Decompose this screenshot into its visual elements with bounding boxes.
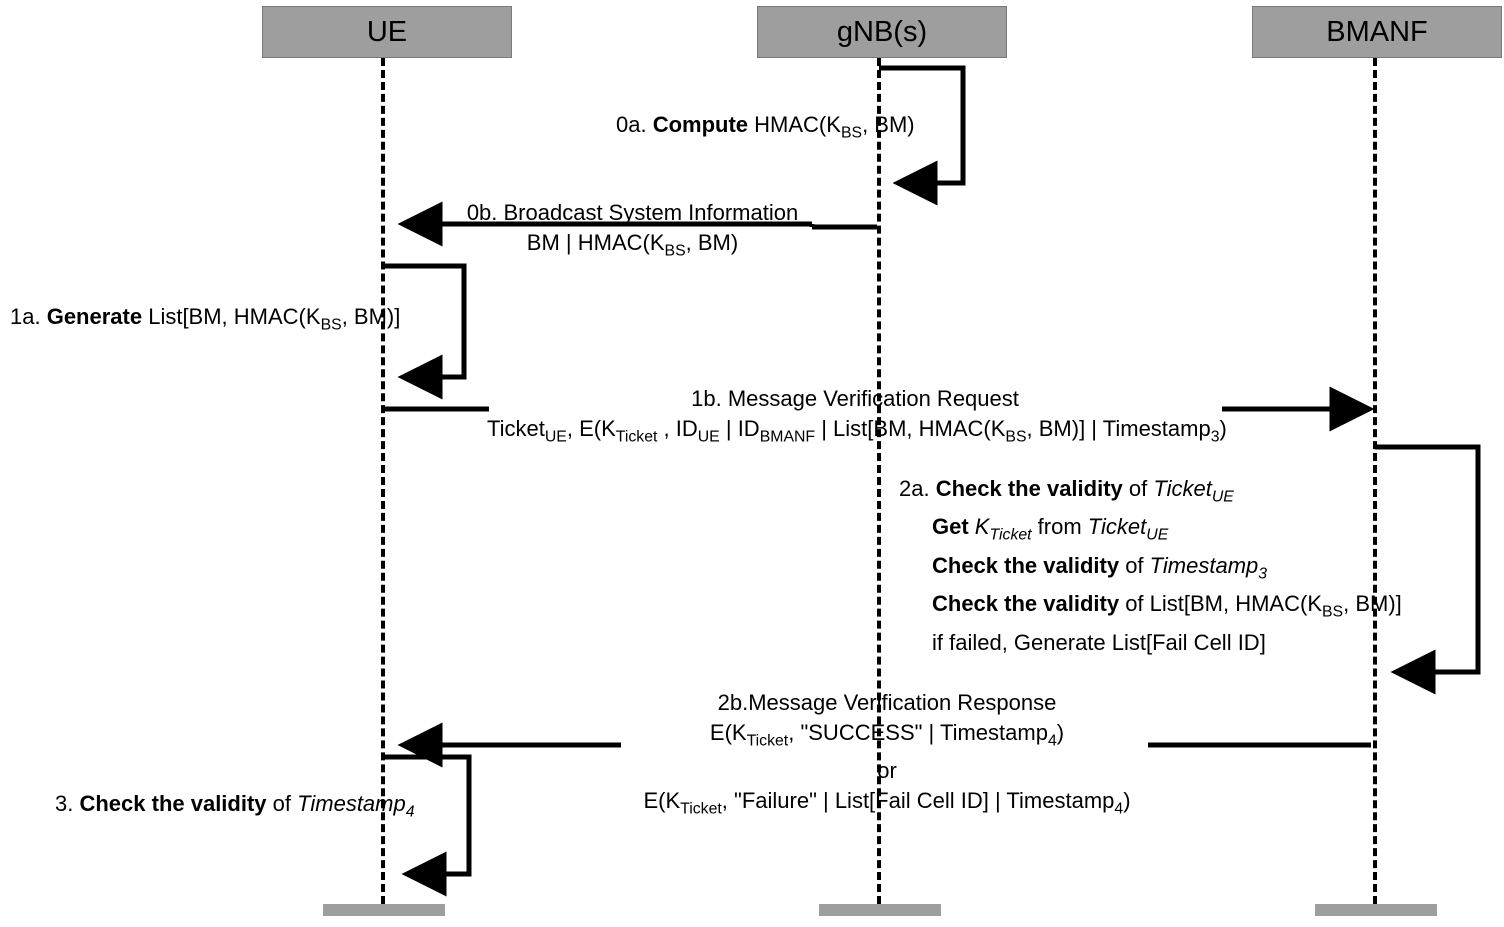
step-label-1a: 1a. Generate List[BM, $HMAC(K_{BS}$, BM)] [10, 304, 401, 334]
step-label-2b: 2b.Message Verification Response $E(K_{Ticket}$, "SUCCESS" | Timestamp$_4$) or $E(K_{Ticket}$, "Failure" | List[Fail Cell ID] | Timestamp$_4$) [643, 690, 1131, 818]
actor-label-gnb: gNB(s) [836, 15, 928, 48]
step-label-3: 3. Check the validity of Timestamp$_4$ [55, 791, 415, 821]
actor-box-bmanf [1252, 6, 1502, 58]
actor-label-bmanf: BMANF [1326, 15, 1428, 48]
step-label-1b: 1b. Message Verification Request Ticket$_{UE}$, $E(K_{Ticket}$ , $ID_{UE}$ | $ID_{BMANF}$ | List[BM, $HMAC(K_{BS}$, BM)] | Timestamp$_3$) [487, 386, 1227, 446]
actor-label-ue: UE [366, 15, 408, 48]
lifeline-foot-gnb [819, 904, 941, 916]
lifeline-foot-ue [323, 904, 445, 916]
step-label-0a: 0a. Compute $HMAC(K_{BS}$, BM) [616, 112, 915, 142]
lifeline-foot-bmanf [1315, 904, 1437, 916]
lifeline-ue [381, 58, 385, 904]
actor-box-ue [262, 6, 512, 58]
step-label-0b: 0b. Broadcast System Information BM | $HMAC(K_{BS}$, BM) [466, 200, 799, 260]
actor-box-gnb [757, 6, 1007, 58]
step-label-2a: 2a. Check the validity of Ticket$_{UE}$ Get $K_{Ticket}$ from Ticket$_{UE}$ Check the validity of Timestamp$_3$ Check the validity of List[BM, $HMAC(K_{BS}$, BM)] if failed, Generate List[Fail Cell ID] [899, 476, 1402, 655]
